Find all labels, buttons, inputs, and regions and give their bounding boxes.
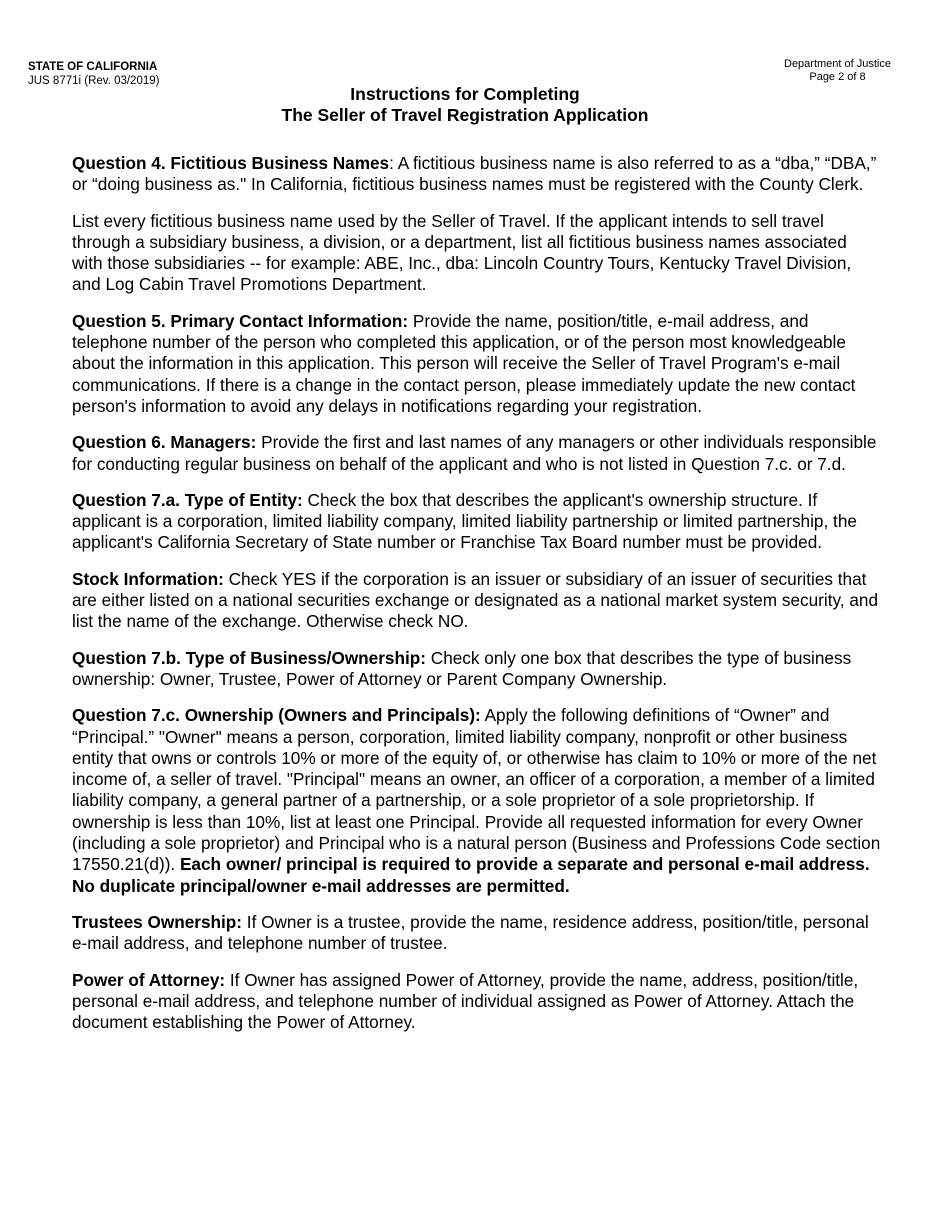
question-4-text: : A fictitious business name is also referred to as a “dba,” “DBA,” or “doing business as." In California, fictitious business names must be registered with the County Clerk. xyxy=(72,153,877,195)
question-7c-heading: Question 7.c. Ownership (Owners and Principals): xyxy=(72,705,481,726)
form-id: JUS 8771i (Rev. 03/2019) xyxy=(28,75,160,87)
question-5-paragraph xyxy=(72,311,882,417)
question-4-heading: Question 4. Fictitious Business Names xyxy=(72,153,390,173)
question-6-heading: Question 6. Managers: xyxy=(72,432,257,453)
question-7c-emphasis: Each owner/ principal is required to provide a separate and personal e-mail address. No duplicate principal/owner e-mail addresses are permitted. xyxy=(72,854,870,896)
question-5-heading: Question 5. Primary Contact Information: xyxy=(72,310,409,331)
question-5-text: Provide the name, position/title, e-mail address, and telephone number of the person who completed this application, or of the person most knowledgeable about the information in this application. This person will receive the Seller of Travel Program's e-mail communications. If there is a change in the contact person, please immediately update the new contact person's information to avoid any delays in notifications regarding your registration. xyxy=(72,310,856,416)
question-7b-heading: Question 7.b. Type of Business/Ownership: xyxy=(72,647,426,668)
question-6-text: Provide the first and last names of any managers or other individuals responsible for conducting regular business on behalf of the applicant and who is not listed in Question 7.c. or 7.d. xyxy=(72,432,877,474)
power-of-attorney-paragraph xyxy=(72,970,882,1034)
question-7a-text: Check the box that describes the applicant's ownership structure. If applicant is a corporation, limited liability company, limited liability partnership or limited partnership, the applicant's California Secretary of State number or Franchise Tax Board number must be provided. xyxy=(72,489,857,553)
question-7c-text: Apply the following definitions of “Owner” and “Principal.” "Owner" means a person, corporation, limited liability company, nonprofit or other business entity that owns or controls 10% or more of the equity of, or otherwise has claim to 10% or more of the net income of, a seller of travel. "Principal" means an owner, an officer of a corporation, a member of a limited liability company, a general partner of a partnership, or a sole proprietor of a sole proprietorship. If ownership is less than 10%, list at least one Principal. Provide all requested information for every Owner (including a sole proprietor) and Principal who is a natural person (Business and Professions Code section 17550.21(d)). xyxy=(72,705,881,875)
stock-information-text: Check YES if the corporation is an issuer or subsidiary of an issuer of securities that are either listed on a national securities exchange or designated as a national market system security, and list the name of the exchange. Otherwise check NO. xyxy=(72,568,879,632)
question-4-paragraph xyxy=(72,153,882,196)
question-7a-paragraph xyxy=(72,490,882,554)
question-6-paragraph xyxy=(72,432,882,475)
stock-information-paragraph xyxy=(72,569,882,633)
department-label: Department of Justice xyxy=(784,58,891,70)
page-title xyxy=(0,84,930,126)
title-line-1: Instructions for Completing xyxy=(350,84,580,104)
question-7c-paragraph xyxy=(72,705,882,897)
trustees-ownership-text: If Owner is a trustee, provide the name, residence address, position/title, personal e-mail address, and telephone number of trustee. xyxy=(72,911,869,954)
question-7b-paragraph xyxy=(72,648,882,691)
title-line-2: The Seller of Travel Registration Application xyxy=(281,105,649,125)
question-4-list-text: List every fictitious business name used by the Seller of Travel. If the applicant intends to sell travel through a subsidiary business, a division, or a department, list all fictitious business names associated with those subsidiaries -- for example: ABE, Inc., dba: Lincoln Country Tours, Kentucky Travel Division, and Log Cabin Travel Promotions Department. xyxy=(72,210,852,295)
power-of-attorney-heading: Power of Attorney: xyxy=(72,969,226,990)
trustees-ownership-heading: Trustees Ownership: xyxy=(72,911,243,932)
state-label: STATE OF CALIFORNIA xyxy=(28,61,158,73)
instructions-body xyxy=(72,153,882,1048)
page-number: Page 2 of 8 xyxy=(809,71,866,83)
power-of-attorney-text: If Owner has assigned Power of Attorney, provide the name, address, position/title, personal e-mail address, and telephone number of individual assigned as Power of Attorney. Attach the document establishing the Power of Attorney. xyxy=(72,969,859,1033)
trustees-ownership-paragraph xyxy=(72,912,882,955)
question-4-list-paragraph xyxy=(72,211,882,296)
stock-information-heading: Stock Information: xyxy=(72,568,224,589)
question-7b-text: Check only one box that describes the type of business ownership: Owner, Trustee, Power of Attorney or Parent Company Ownership. xyxy=(72,647,852,689)
question-7a-heading: Question 7.a. Type of Entity: xyxy=(72,489,303,510)
form-header-right xyxy=(784,58,891,84)
